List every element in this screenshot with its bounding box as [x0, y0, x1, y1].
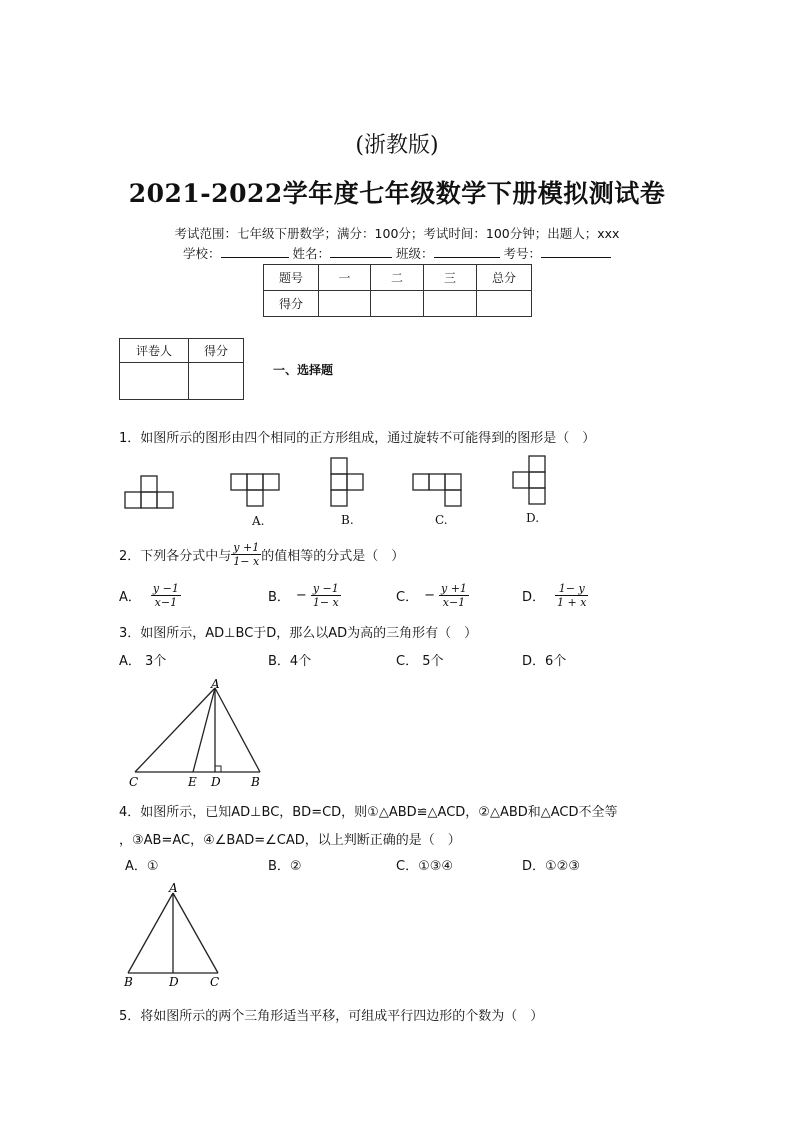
option-letter: D．: [522, 589, 546, 605]
score-table: [263, 264, 532, 317]
vertex-d-label: D: [169, 975, 179, 989]
vertex-a-label: A: [211, 677, 220, 691]
question-3-option-c[interactable]: C． 5个: [396, 654, 444, 669]
vertex-d-label: D: [211, 775, 221, 789]
vertex-a-label: A: [169, 881, 178, 895]
option-a-shape: [231, 474, 279, 506]
option-letter: B．: [268, 589, 290, 605]
question-2-option-b[interactable]: [268, 578, 341, 612]
edition-label: (浙教版): [355, 133, 439, 158]
grader-header: 得分: [189, 339, 244, 363]
option-a-label: A.: [252, 514, 265, 528]
question-2-suffix: 的值相等的分式是（ ）: [261, 548, 405, 564]
question-2-option-a[interactable]: [119, 578, 181, 612]
question-2-text: [119, 537, 404, 571]
fraction-denominator: 1− x: [233, 554, 260, 568]
vertex-c-label: C: [129, 775, 139, 789]
question-4-option-d[interactable]: D．①②③: [522, 859, 580, 874]
option-d-shape: [513, 456, 545, 504]
question-1-figures: [119, 452, 559, 527]
exam-title: 2021-2022学年度七年级数学下册模拟测试卷: [128, 179, 666, 208]
student-info-row: [0, 244, 794, 262]
option-fraction: [151, 582, 181, 609]
question-5-text: 5．将如图所示的两个三角形适当平移，可组成平行四边形的个数为（ ）: [119, 1009, 544, 1024]
option-b-shape: [331, 458, 363, 506]
option-letter: C．: [396, 589, 419, 605]
number-label: 考号：: [503, 246, 541, 261]
question-2-option-d[interactable]: [522, 578, 588, 612]
vertex-b-label: B: [251, 775, 260, 789]
fraction-numerator: y +1: [233, 540, 260, 554]
grader-header: 评卷人: [120, 339, 189, 363]
school-label: 学校：: [182, 246, 221, 261]
fraction-numerator: y −1: [312, 581, 339, 595]
section-title: 一、选择题: [273, 363, 334, 377]
score-row-label: 得分: [264, 291, 319, 317]
option-b-label: B.: [341, 513, 354, 527]
option-sign: −: [424, 587, 435, 603]
question-2-prefix: 2．下列各分式中与: [119, 548, 232, 564]
exam-info: 考试范围：七年级下册数学；满分：100分；考试时间：100分钟；出题人；xxx: [174, 226, 620, 241]
score-cell[interactable]: [424, 291, 477, 317]
option-fraction: [311, 582, 341, 609]
grader-table: [119, 338, 244, 400]
question-4-option-b[interactable]: B．②: [268, 859, 302, 874]
question-4-option-a[interactable]: A．①: [125, 859, 159, 874]
question-1-text: 1．如图所示的图形由四个相同的正方形组成，通过旋转不可能得到的图形是（ ）: [119, 431, 596, 446]
score-header: 题号: [264, 265, 319, 291]
name-label: 姓名：: [292, 246, 330, 261]
score-header: 三: [424, 265, 477, 291]
question-3-option-b[interactable]: B．4个: [268, 654, 312, 669]
score-cell[interactable]: [371, 291, 424, 317]
vertex-c-label: C: [210, 975, 220, 989]
class-field[interactable]: [434, 245, 500, 258]
option-c-shape: [413, 474, 461, 506]
option-letter: A．: [119, 589, 141, 605]
option-d-label: D.: [526, 511, 540, 525]
school-field[interactable]: [221, 245, 289, 258]
question-4-text-line1: 4．如图所示，已知AD⊥BC，BD=CD，则①△ABD≌△ACD，②△ABD和△ACD不全等: [119, 805, 618, 820]
name-field[interactable]: [330, 245, 392, 258]
vertex-e-label: E: [188, 775, 197, 789]
score-header: 总分: [477, 265, 532, 291]
option-sign: −: [295, 587, 307, 603]
fraction-numerator: y +1: [440, 581, 467, 595]
original-shape: [125, 476, 173, 508]
score-header: 一: [319, 265, 371, 291]
class-label: 班级：: [395, 246, 434, 261]
question-3-text: 3．如图所示，AD⊥BC于D，那么以AD为高的三角形有（ ）: [119, 626, 478, 641]
fraction-denominator: x−1: [442, 595, 466, 609]
question-4-text-line2: ，③AB=AC，④∠BAD=∠CAD，以上判断正确的是（ ）: [119, 833, 461, 848]
fraction-denominator: 1 + x: [557, 595, 587, 609]
score-cell[interactable]: [319, 291, 371, 317]
score-header: 二: [371, 265, 424, 291]
grader-cell[interactable]: [120, 363, 189, 400]
fraction-denominator: x−1: [154, 595, 178, 609]
option-fraction: [439, 582, 469, 609]
question-3-option-d[interactable]: D．6个: [522, 654, 567, 669]
fraction-denominator: 1− x: [312, 595, 339, 609]
question-2-fraction: [231, 541, 261, 568]
question-3-option-a[interactable]: A． 3个: [119, 654, 167, 669]
question-3-triangle-figure: [120, 676, 280, 791]
score-cell[interactable]: [477, 291, 532, 317]
option-fraction: [555, 582, 588, 609]
grader-cell[interactable]: [189, 363, 244, 400]
question-4-triangle-figure: [118, 880, 228, 990]
fraction-numerator: 1− y: [555, 582, 588, 596]
number-field[interactable]: [541, 245, 611, 258]
fraction-numerator: y −1: [152, 581, 179, 595]
option-c-label: C.: [435, 513, 448, 527]
question-4-option-c[interactable]: C．①③④: [396, 859, 454, 874]
vertex-b-label: B: [124, 975, 133, 989]
question-2-option-c[interactable]: [396, 578, 469, 612]
